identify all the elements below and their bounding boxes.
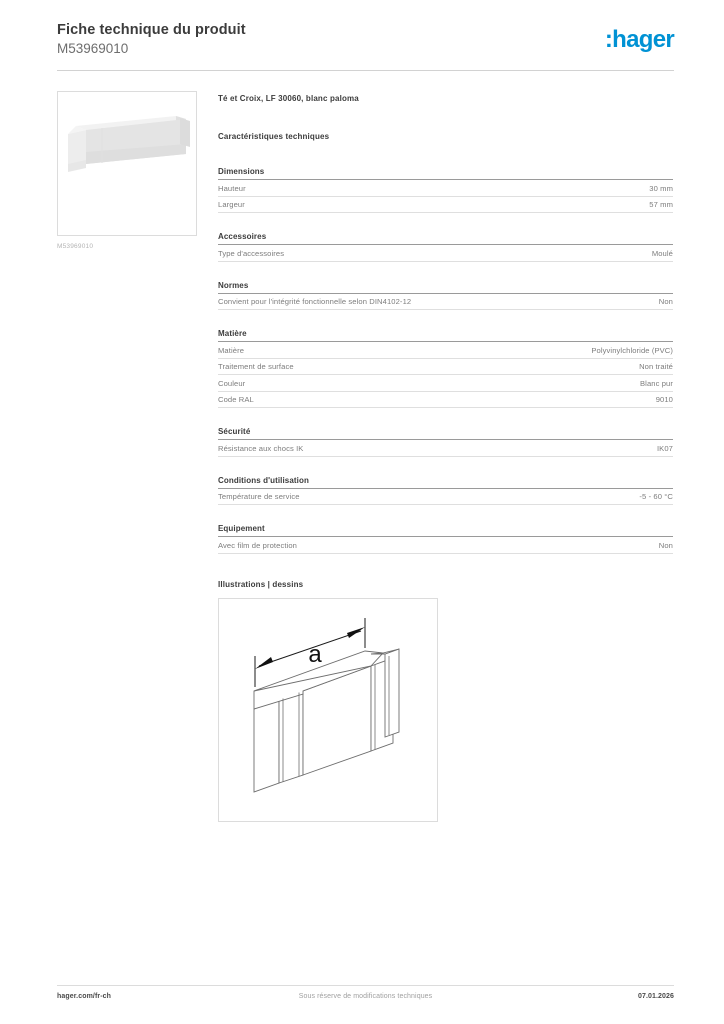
spec-group (218, 524, 673, 554)
spec-group (218, 329, 673, 408)
page-title: Fiche technique du produit (57, 22, 246, 38)
spec-row (218, 537, 673, 554)
spec-label: Température de service (218, 492, 300, 501)
spec-label: Code RAL (218, 395, 254, 404)
product-photo-caption: M53969010 (57, 243, 94, 250)
spec-label: Couleur (218, 378, 246, 388)
spec-group (218, 232, 673, 262)
spec-group (218, 427, 673, 457)
spec-group-title: Matière (218, 329, 673, 342)
specs-heading: Caractéristiques techniques (218, 132, 330, 141)
spec-value: 9010 (655, 395, 673, 404)
spec-group-title: Dimensions (218, 167, 673, 180)
spec-label: Avec film de protection (218, 540, 297, 550)
spec-row (218, 440, 673, 457)
spec-label: Convient pour l'intégrité fonctionnelle selon DIN4102-12 (218, 297, 412, 306)
spec-groups (218, 167, 673, 554)
page-footer (57, 993, 674, 1007)
spec-value: 57 mm (649, 200, 673, 209)
spec-group (218, 476, 673, 506)
spec-value: Non (658, 540, 673, 550)
footer-date: 07.01.2026 (637, 993, 674, 1000)
page-header (57, 22, 674, 68)
spec-label: Traitement de surface (218, 362, 294, 371)
spec-group-title: Accessoires (218, 232, 673, 245)
spec-group-title: Sécurité (218, 427, 673, 440)
spec-label: Matière (218, 345, 245, 355)
spec-value: Polyvinylchloride (PVC) (591, 345, 673, 355)
spec-label: Hauteur (218, 183, 246, 193)
product-reference: M53969010 (57, 41, 129, 56)
illustration-graphic (219, 599, 437, 821)
product-photo-graphic (58, 92, 196, 235)
hager-logo: :hager (604, 26, 674, 53)
footer-disclaimer: Sous réserve de modifications techniques (298, 993, 433, 1000)
spec-row (218, 489, 673, 506)
illustrations-heading: Illustrations | dessins (218, 579, 304, 589)
spec-label: Résistance aux chocs IK (218, 443, 304, 453)
spec-row (218, 294, 673, 311)
dimension-arrow-left (255, 657, 273, 669)
spec-group-title: Equipement (218, 524, 673, 537)
spec-label: Largeur (218, 200, 245, 209)
spec-row (218, 375, 673, 392)
product-figure (57, 91, 197, 250)
dimension-arrow-right (347, 627, 365, 638)
product-photo (57, 91, 197, 236)
spec-row (218, 245, 673, 262)
spec-row (218, 359, 673, 376)
spec-group (218, 281, 673, 311)
spec-row (218, 392, 673, 409)
spec-value: -5 - 60 °C (639, 492, 673, 501)
header-divider (57, 70, 674, 71)
specifications-column (218, 94, 673, 822)
dimension-label: a (308, 640, 322, 668)
footer-website[interactable]: hager.com/fr-ch (57, 993, 112, 1000)
spec-group-title: Conditions d'utilisation (218, 476, 673, 489)
spec-value: Moulé (651, 248, 673, 258)
footer-divider (57, 985, 674, 986)
spec-group (218, 167, 673, 213)
illustration-drawing (218, 598, 438, 822)
spec-label: Type d'accessoires (218, 248, 285, 258)
spec-row (218, 197, 673, 214)
product-name: Té et Croix, LF 30060, blanc paloma (218, 94, 359, 103)
spec-row (218, 180, 673, 197)
spec-group-title: Normes (218, 281, 673, 294)
spec-value: Non (658, 297, 673, 306)
spec-value: 30 mm (649, 183, 673, 193)
spec-value: IK07 (656, 443, 673, 453)
spec-row (218, 342, 673, 359)
spec-value: Non traité (639, 362, 673, 371)
spec-value: Blanc pur (640, 378, 673, 388)
